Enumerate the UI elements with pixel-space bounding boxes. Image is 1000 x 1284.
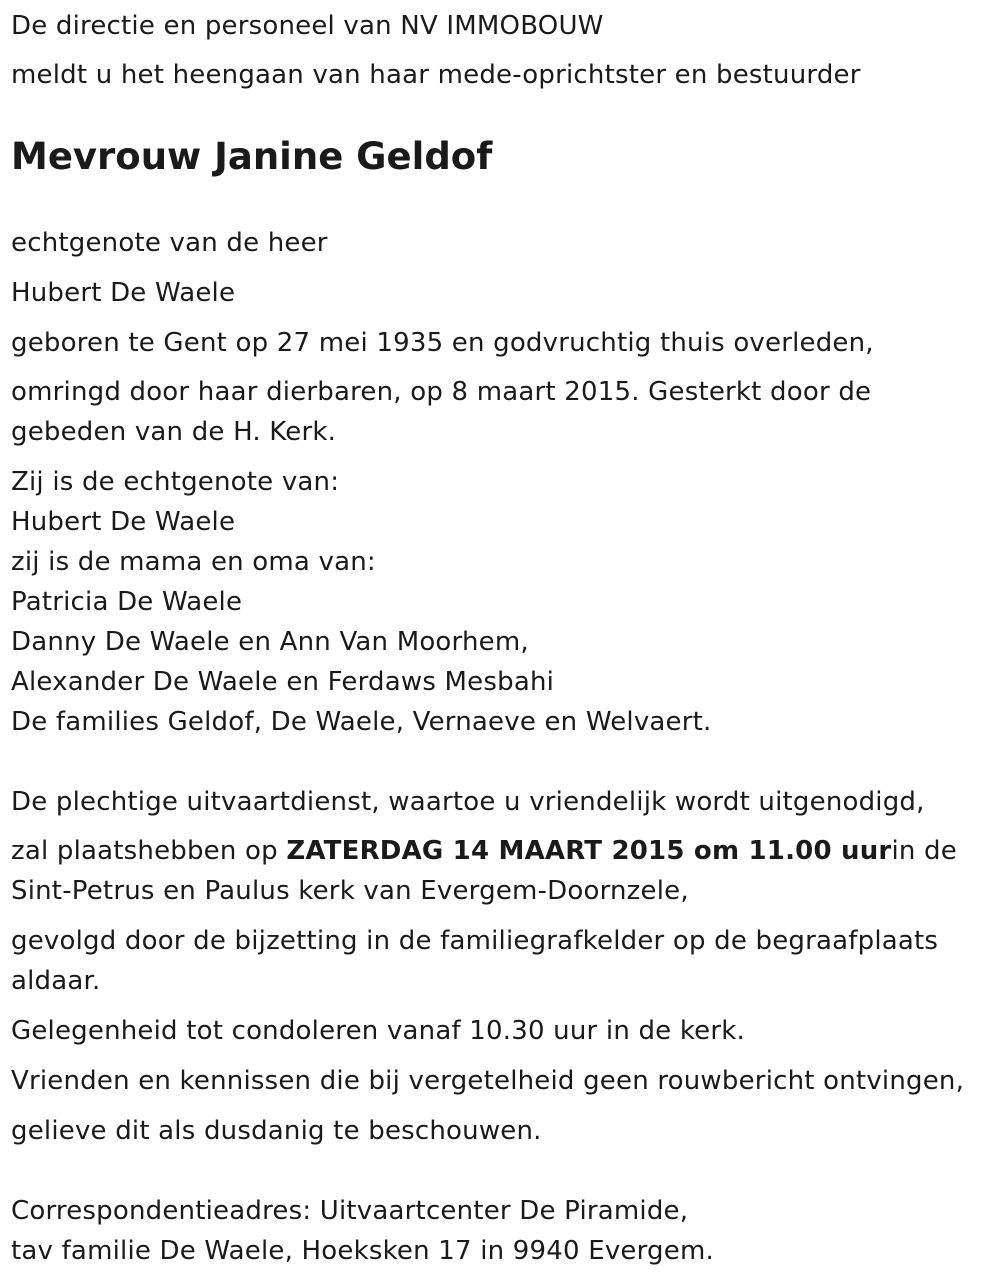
family-member: Alexander De Waele en Ferdaws Mesbahi bbox=[11, 667, 555, 697]
notice-line-1: Vrienden en kennissen die bij vergetelheid geen rouwbericht ontvingen, bbox=[11, 1066, 965, 1096]
funeral-line-1: De plechtige uitvaartdienst, waartoe u vriendelijk wordt uitgenodigd, bbox=[11, 787, 925, 817]
intro-line-2: meldt u het heengaan van haar mede-oprichtster en bestuurder bbox=[11, 60, 861, 90]
family-member: De families Geldof, De Waele, Vernaeve en Welvaert. bbox=[11, 707, 712, 737]
funeral-line-2 bbox=[11, 835, 957, 867]
family-spouse-header: Zij is de echtgenote van: bbox=[11, 467, 340, 497]
birth-line: geboren te Gent op 27 mei 1935 en godvruchtig thuis overleden, bbox=[11, 328, 874, 358]
family-spouse: Hubert De Waele bbox=[11, 507, 236, 537]
notice-line-2: gelieve dit als dusdanig te beschouwen. bbox=[11, 1116, 542, 1146]
condolences-line: Gelegenheid tot condoleren vanaf 10.30 uur in de kerk. bbox=[11, 1016, 745, 1046]
spouse-name: Hubert De Waele bbox=[11, 278, 236, 308]
family-member: Patricia De Waele bbox=[11, 587, 243, 617]
spouse-intro: echtgenote van de heer bbox=[11, 228, 328, 258]
correspondence-line-1: Correspondentieadres: Uitvaartcenter De Piramide, bbox=[11, 1196, 689, 1226]
burial-line-1: gevolgd door de bijzetting in de familiegrafkelder op de begraafplaats bbox=[11, 926, 939, 956]
burial-line-2: aldaar. bbox=[11, 966, 101, 996]
family-children-header: zij is de mama en oma van: bbox=[11, 547, 376, 577]
funeral-line-2-prefix: zal plaatshebben op bbox=[11, 836, 287, 866]
death-line-1: omringd door haar dierbaren, op 8 maart 2015. Gesterkt door de bbox=[11, 377, 872, 407]
deceased-name: Mevrouw Janine Geldof bbox=[11, 135, 493, 178]
funeral-church: Sint-Petrus en Paulus kerk van Evergem-Doornzele, bbox=[11, 876, 689, 906]
funeral-date-time: ZATERDAG 14 MAART 2015 om 11.00 uur bbox=[286, 836, 892, 866]
intro-line-1: De directie en personeel van NV IMMOBOUW bbox=[11, 11, 604, 41]
death-line-2: gebeden van de H. Kerk. bbox=[11, 417, 337, 447]
funeral-line-2-suffix: in de bbox=[891, 836, 957, 866]
correspondence-line-2: tav familie De Waele, Hoeksken 17 in 9940 Evergem. bbox=[11, 1236, 714, 1266]
family-member: Danny De Waele en Ann Van Moorhem, bbox=[11, 627, 529, 657]
